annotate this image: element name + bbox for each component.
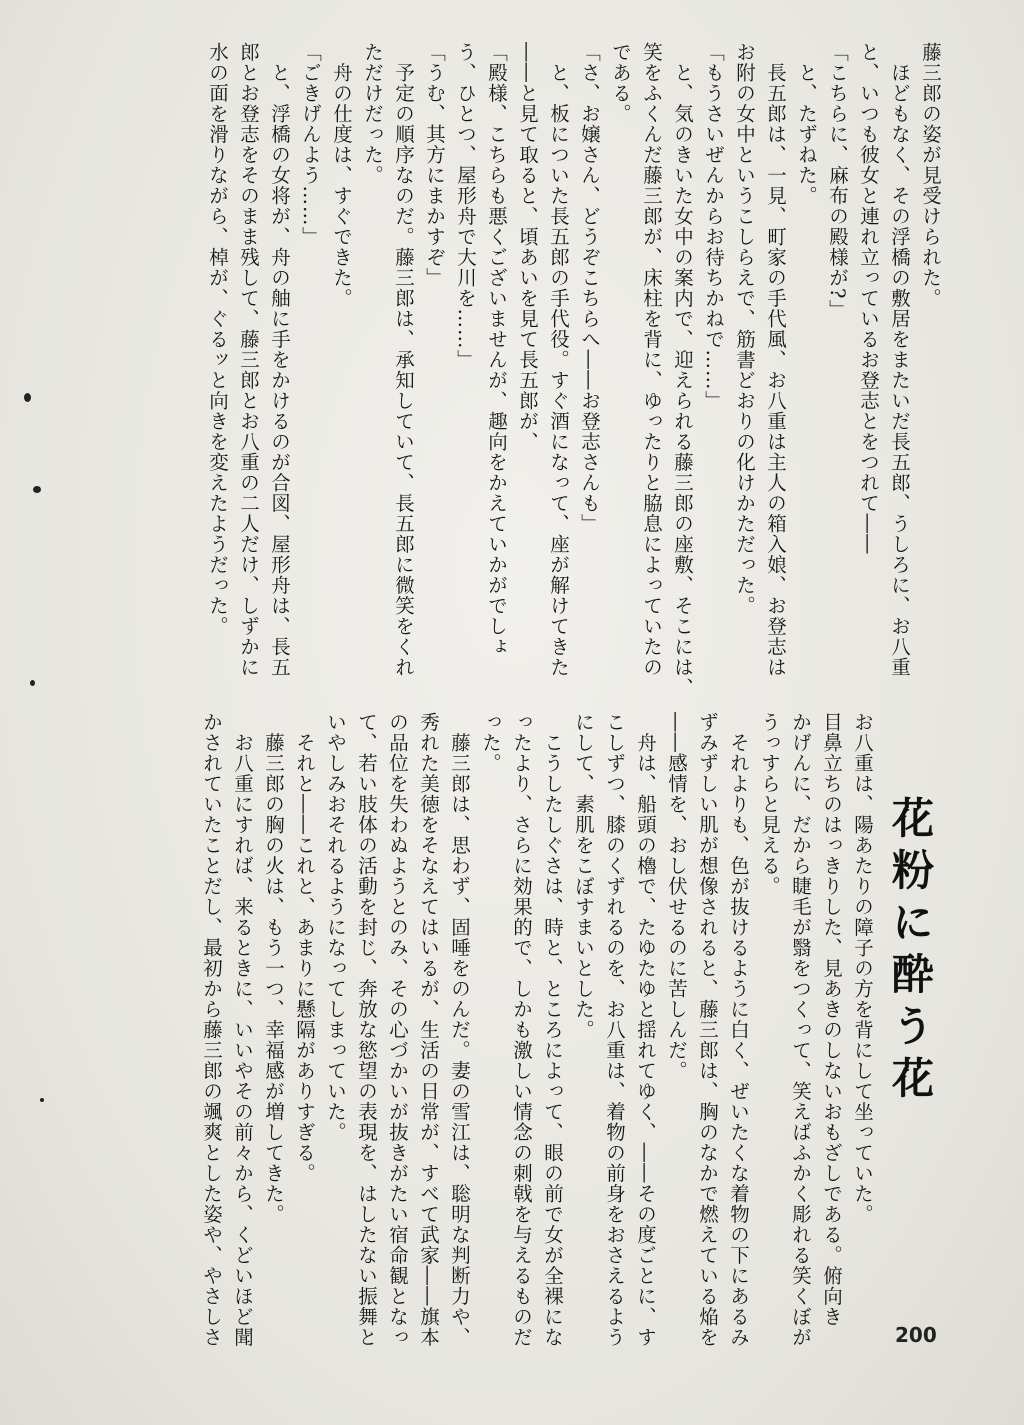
text-line: と、浮橋の女将が、舟の舳に手をかけるのが合図、屋形舟は、長五 bbox=[268, 42, 291, 678]
text-line: 「さ、お嬢さん、どうぞこちらへ――お登志さんも」 bbox=[578, 42, 601, 534]
text-line: 目鼻立ちのはっきりした、見あきのしないおもざしである。俯向き bbox=[820, 712, 843, 1327]
text-line: ――感情を、おし伏せるのに苦しんだ。 bbox=[665, 712, 688, 1081]
text-line: 「こちらに、麻布の殿様が?」 bbox=[826, 42, 849, 320]
text-line: 長五郎は、一見、町家の手代風、お八重は主人の箱入娘、お登志は bbox=[764, 42, 787, 678]
lower-text-block bbox=[188, 712, 878, 1348]
text-line: 舟の仕度は、すぐできた。 bbox=[330, 42, 353, 309]
text-line: である。 bbox=[609, 42, 632, 124]
text-line: こしずつ、膝のくずれるのを、お八重は、着物の前身をおさえるよう bbox=[603, 712, 626, 1348]
text-line: かげんに、だから睫毛が翳をつくって、笑えばふかく彫れる笑くぼが bbox=[789, 712, 812, 1348]
text-line: うっすらと見える。 bbox=[758, 712, 781, 897]
text-line: ほどもなく、その浮橋の敷居をまたいだ長五郎、うしろに、お八重 bbox=[888, 42, 911, 678]
text-line: ずみずしい肌が想像されると、藤三郎は、胸のなかで燃えている焔を bbox=[696, 712, 719, 1348]
text-line: ただけだった。 bbox=[361, 42, 384, 186]
text-line: ――と見て取ると、頃あいを見て長五郎が、 bbox=[516, 42, 539, 452]
text-line: お附の女中というこしらえで、筋書どおりの化けかただった。 bbox=[733, 42, 756, 616]
text-line: お八重にすれば、来るときに、いいやその前々から、くどいほど聞 bbox=[231, 712, 254, 1348]
text-line: と、板についた長五郎の手代役。すぐ酒になって、座が解けてきた bbox=[547, 42, 570, 678]
section-title: 花粉に酔う花 bbox=[886, 796, 935, 1108]
ink-speck bbox=[33, 486, 41, 493]
text-line: それと――これと、あまりに懸隔がありすぎる。 bbox=[293, 712, 316, 1184]
text-line: 「殿様、こちらも悪くございませんが、趣向をかえていかがでしょ bbox=[485, 42, 508, 657]
page-number: 200 bbox=[895, 1323, 937, 1347]
text-line: 笑をふくんだ藤三郎が、床柱を背に、ゆったりと脇息によっていたの bbox=[640, 42, 663, 678]
text-line: 藤三郎の胸の火は、もう一つ、幸福感が増してきた。 bbox=[262, 712, 285, 1225]
text-line: 「うむ、其方にまかすぞ」 bbox=[423, 42, 446, 288]
text-line: お八重は、陽あたりの障子の方を背にして坐っていた。 bbox=[851, 712, 874, 1225]
ink-speck bbox=[30, 680, 35, 686]
text-line: いやしみおそれるようになってしまっていた。 bbox=[324, 712, 347, 1143]
text-line: と、たずねた。 bbox=[795, 42, 818, 206]
text-line: て、若い肢体の活動を封じ、奔放な慾望の表現を、はしたない振舞と bbox=[355, 712, 378, 1348]
text-line: 藤三郎は、思わず、固唾をのんだ。妻の雪江は、聡明な判断力や、 bbox=[448, 712, 471, 1348]
text-line: 舟は、船頭の櫓で、たゆたゆと揺れてゆく、――その度ごとに、す bbox=[634, 712, 657, 1348]
text-line: 秀れた美徳をそなえてはいるが、生活の日常が、すべて武家――旗本 bbox=[417, 712, 440, 1348]
text-line: にして、素肌をこぼすまいとした。 bbox=[572, 712, 595, 1040]
ink-speck bbox=[40, 1098, 44, 1102]
text-line: 「ごきげんよう……」 bbox=[299, 42, 322, 247]
text-line: 予定の順序なのだ。藤三郎は、承知していて、長五郎に微笑をくれ bbox=[392, 42, 415, 678]
text-line: と、いつも彼女と連れ立っているお登志とをつれて―― bbox=[857, 42, 880, 555]
text-line: それよりも、色が抜けるように白く、ぜいたくな着物の下にあるみ bbox=[727, 712, 750, 1348]
text-line: の品位を失わぬようとのみ、その心づかいが抜きがたい宿命観となっ bbox=[386, 712, 409, 1348]
text-line: う、ひとつ、屋形舟で大川を……」 bbox=[454, 42, 477, 370]
text-line: 水の面を滑りながら、棹が、ぐるッと向きを変えたようだった。 bbox=[206, 42, 229, 637]
text-line: ったより、さらに効果的で、しかも激しい情念の刺戟を与えるものだ bbox=[510, 712, 533, 1348]
text-line: と、気のきいた女中の案内で、迎えられる藤三郎の座敷、そこには、 bbox=[671, 42, 694, 698]
text-line: 「もうさいぜんからお待ちかねで……」 bbox=[702, 42, 725, 411]
text-line: 藤三郎の姿が見受けられた。 bbox=[919, 42, 942, 309]
text-line: こうしたしぐさは、時と、ところによって、眼の前で女が全裸にな bbox=[541, 712, 564, 1348]
text-line: 郎とお登志をそのまま残して、藤三郎とお八重の二人だけ、しずかに bbox=[237, 42, 260, 678]
text-line: かされていたことだし、最初から藤三郎の颯爽とした姿や、やさしさ bbox=[200, 712, 223, 1348]
ink-speck bbox=[24, 393, 31, 402]
text-line: った。 bbox=[479, 712, 502, 774]
upper-text-block bbox=[206, 42, 946, 698]
